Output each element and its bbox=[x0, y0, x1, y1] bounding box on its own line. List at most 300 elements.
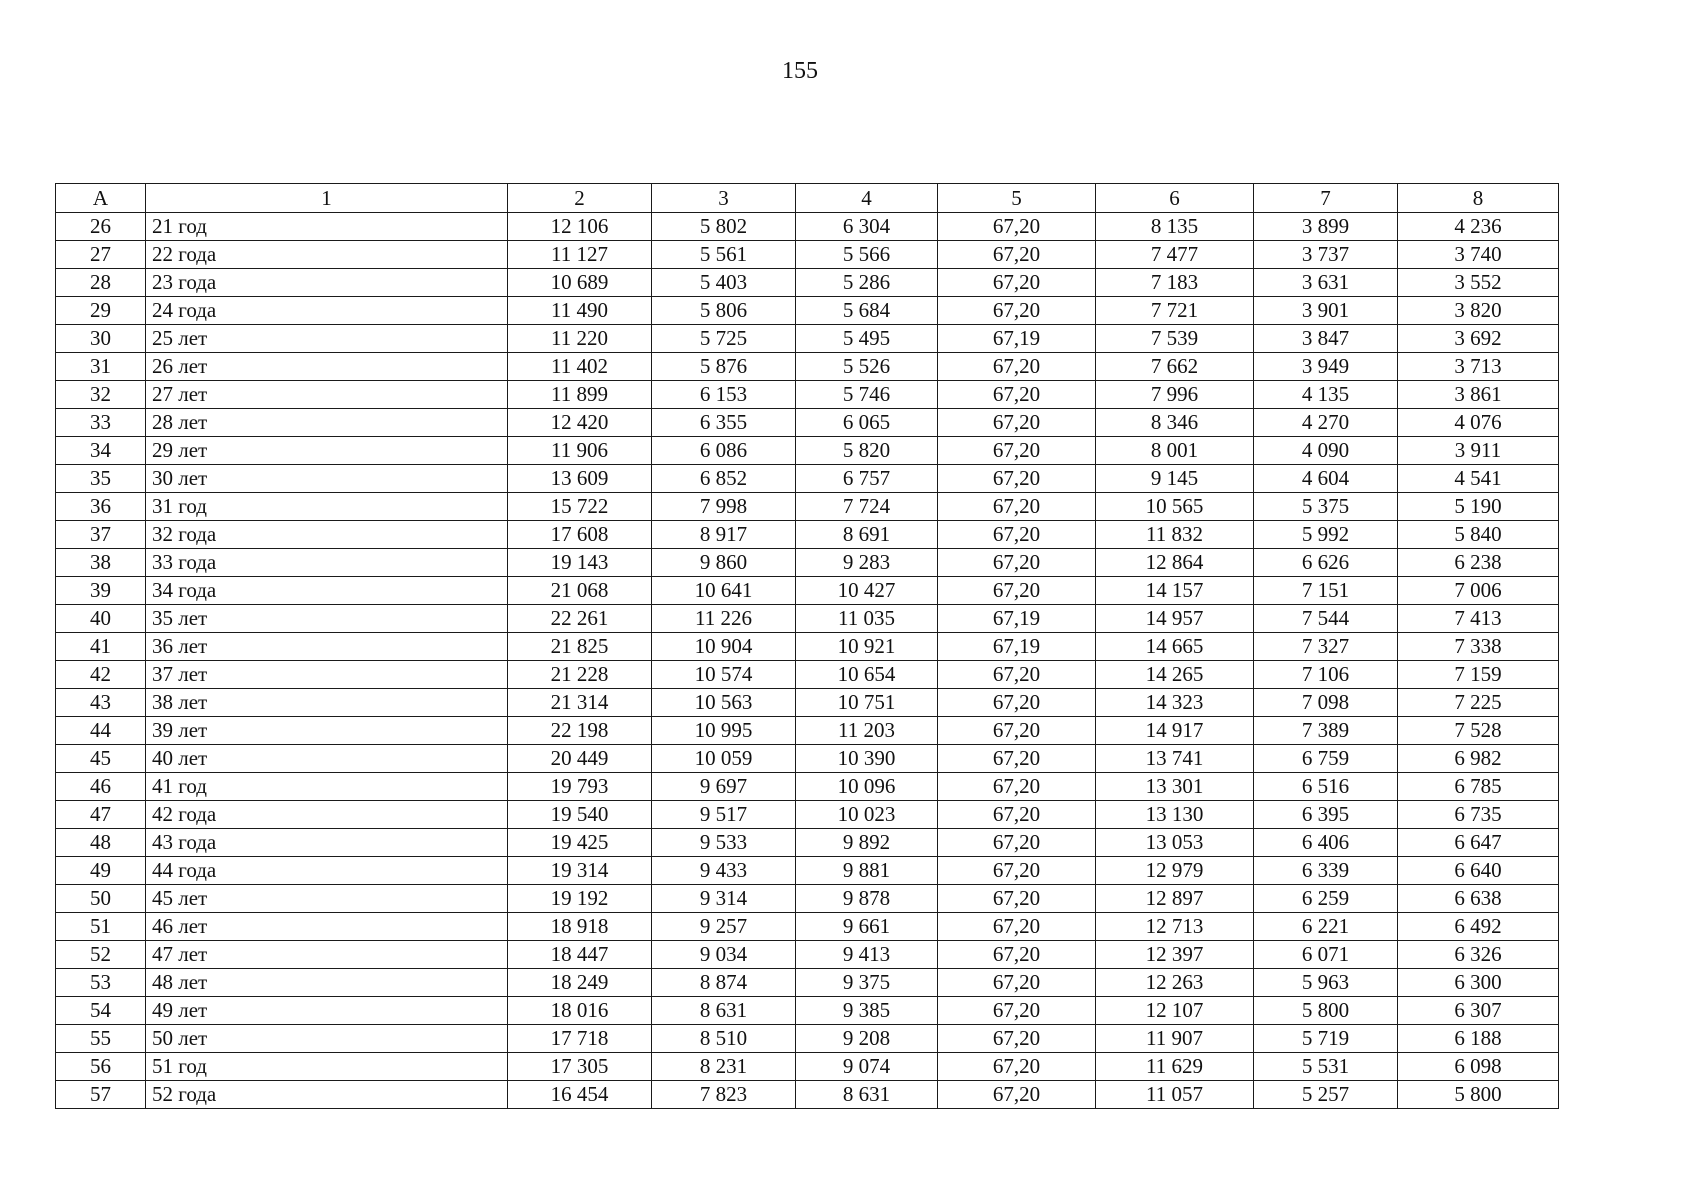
value-cell: 17 305 bbox=[508, 1053, 652, 1081]
value-cell: 7 159 bbox=[1398, 661, 1559, 689]
age-label-cell: 32 года bbox=[146, 521, 508, 549]
value-cell: 7 539 bbox=[1096, 325, 1254, 353]
value-cell: 4 604 bbox=[1254, 465, 1398, 493]
value-cell: 8 917 bbox=[652, 521, 796, 549]
row-number-cell: 51 bbox=[56, 913, 146, 941]
table-header bbox=[56, 184, 1559, 213]
value-cell: 14 323 bbox=[1096, 689, 1254, 717]
value-cell: 7 998 bbox=[652, 493, 796, 521]
row-number-cell: 50 bbox=[56, 885, 146, 913]
value-cell: 3 899 bbox=[1254, 213, 1398, 241]
value-cell: 7 996 bbox=[1096, 381, 1254, 409]
value-cell: 9 034 bbox=[652, 941, 796, 969]
age-label-cell: 43 года bbox=[146, 829, 508, 857]
row-number-cell: 37 bbox=[56, 521, 146, 549]
column-header: 2 bbox=[508, 184, 652, 213]
row-number-cell: 55 bbox=[56, 1025, 146, 1053]
value-cell: 7 721 bbox=[1096, 297, 1254, 325]
value-cell: 6 735 bbox=[1398, 801, 1559, 829]
value-cell: 3 631 bbox=[1254, 269, 1398, 297]
column-header: 5 bbox=[938, 184, 1096, 213]
value-cell: 5 531 bbox=[1254, 1053, 1398, 1081]
value-cell: 67,20 bbox=[938, 241, 1096, 269]
value-cell: 6 326 bbox=[1398, 941, 1559, 969]
age-label-cell: 23 года bbox=[146, 269, 508, 297]
row-number-cell: 46 bbox=[56, 773, 146, 801]
value-cell: 21 068 bbox=[508, 577, 652, 605]
value-cell: 6 355 bbox=[652, 409, 796, 437]
value-cell: 67,20 bbox=[938, 801, 1096, 829]
table-row bbox=[56, 633, 1559, 661]
value-cell: 67,20 bbox=[938, 549, 1096, 577]
value-cell: 67,20 bbox=[938, 213, 1096, 241]
age-label-cell: 48 лет bbox=[146, 969, 508, 997]
value-cell: 6 071 bbox=[1254, 941, 1398, 969]
value-cell: 3 949 bbox=[1254, 353, 1398, 381]
value-cell: 21 314 bbox=[508, 689, 652, 717]
value-cell: 11 906 bbox=[508, 437, 652, 465]
table-body bbox=[56, 213, 1559, 1109]
value-cell: 5 800 bbox=[1254, 997, 1398, 1025]
age-label-cell: 35 лет bbox=[146, 605, 508, 633]
value-cell: 67,20 bbox=[938, 381, 1096, 409]
age-label-cell: 40 лет bbox=[146, 745, 508, 773]
value-cell: 9 860 bbox=[652, 549, 796, 577]
table-row bbox=[56, 941, 1559, 969]
value-cell: 67,20 bbox=[938, 1025, 1096, 1053]
value-cell: 20 449 bbox=[508, 745, 652, 773]
table-row bbox=[56, 661, 1559, 689]
value-cell: 67,20 bbox=[938, 661, 1096, 689]
value-cell: 7 225 bbox=[1398, 689, 1559, 717]
value-cell: 11 220 bbox=[508, 325, 652, 353]
age-label-cell: 28 лет bbox=[146, 409, 508, 437]
value-cell: 4 236 bbox=[1398, 213, 1559, 241]
value-cell: 3 901 bbox=[1254, 297, 1398, 325]
row-number-cell: 32 bbox=[56, 381, 146, 409]
value-cell: 7 098 bbox=[1254, 689, 1398, 717]
value-cell: 14 157 bbox=[1096, 577, 1254, 605]
value-cell: 10 096 bbox=[796, 773, 938, 801]
value-cell: 67,19 bbox=[938, 605, 1096, 633]
row-number-cell: 49 bbox=[56, 857, 146, 885]
value-cell: 19 793 bbox=[508, 773, 652, 801]
value-cell: 9 433 bbox=[652, 857, 796, 885]
value-cell: 67,20 bbox=[938, 353, 1096, 381]
row-number-cell: 48 bbox=[56, 829, 146, 857]
value-cell: 6 188 bbox=[1398, 1025, 1559, 1053]
row-number-cell: 54 bbox=[56, 997, 146, 1025]
value-cell: 9 257 bbox=[652, 913, 796, 941]
row-number-cell: 35 bbox=[56, 465, 146, 493]
row-number-cell: 56 bbox=[56, 1053, 146, 1081]
table-row bbox=[56, 409, 1559, 437]
value-cell: 9 283 bbox=[796, 549, 938, 577]
column-header: 7 bbox=[1254, 184, 1398, 213]
value-cell: 6 065 bbox=[796, 409, 938, 437]
table-row bbox=[56, 577, 1559, 605]
value-cell: 7 823 bbox=[652, 1081, 796, 1109]
value-cell: 67,20 bbox=[938, 493, 1096, 521]
value-cell: 6 647 bbox=[1398, 829, 1559, 857]
page-number: 155 bbox=[782, 58, 818, 84]
value-cell: 21 228 bbox=[508, 661, 652, 689]
value-cell: 67,20 bbox=[938, 465, 1096, 493]
value-cell: 5 963 bbox=[1254, 969, 1398, 997]
table-row bbox=[56, 1025, 1559, 1053]
value-cell: 7 544 bbox=[1254, 605, 1398, 633]
value-cell: 5 746 bbox=[796, 381, 938, 409]
table-row bbox=[56, 913, 1559, 941]
value-cell: 18 447 bbox=[508, 941, 652, 969]
age-label-cell: 50 лет bbox=[146, 1025, 508, 1053]
value-cell: 67,20 bbox=[938, 297, 1096, 325]
table-row bbox=[56, 717, 1559, 745]
value-cell: 67,20 bbox=[938, 969, 1096, 997]
value-cell: 9 892 bbox=[796, 829, 938, 857]
value-cell: 3 713 bbox=[1398, 353, 1559, 381]
value-cell: 3 552 bbox=[1398, 269, 1559, 297]
value-cell: 5 403 bbox=[652, 269, 796, 297]
value-cell: 3 847 bbox=[1254, 325, 1398, 353]
value-cell: 6 640 bbox=[1398, 857, 1559, 885]
age-label-cell: 25 лет bbox=[146, 325, 508, 353]
value-cell: 5 495 bbox=[796, 325, 938, 353]
value-cell: 5 526 bbox=[796, 353, 938, 381]
row-number-cell: 47 bbox=[56, 801, 146, 829]
table-row bbox=[56, 241, 1559, 269]
table-row bbox=[56, 493, 1559, 521]
value-cell: 67,20 bbox=[938, 577, 1096, 605]
value-cell: 7 327 bbox=[1254, 633, 1398, 661]
value-cell: 5 286 bbox=[796, 269, 938, 297]
value-cell: 67,20 bbox=[938, 829, 1096, 857]
table-row bbox=[56, 689, 1559, 717]
table-row bbox=[56, 325, 1559, 353]
row-number-cell: 29 bbox=[56, 297, 146, 325]
value-cell: 6 406 bbox=[1254, 829, 1398, 857]
row-number-cell: 27 bbox=[56, 241, 146, 269]
age-label-cell: 31 год bbox=[146, 493, 508, 521]
row-number-cell: 52 bbox=[56, 941, 146, 969]
row-number-cell: 33 bbox=[56, 409, 146, 437]
row-number-cell: 38 bbox=[56, 549, 146, 577]
value-cell: 67,20 bbox=[938, 773, 1096, 801]
table-row bbox=[56, 521, 1559, 549]
table-row bbox=[56, 549, 1559, 577]
row-number-cell: 57 bbox=[56, 1081, 146, 1109]
data-table bbox=[55, 183, 1559, 1109]
value-cell: 6 492 bbox=[1398, 913, 1559, 941]
age-label-cell: 44 года bbox=[146, 857, 508, 885]
value-cell: 13 301 bbox=[1096, 773, 1254, 801]
value-cell: 13 053 bbox=[1096, 829, 1254, 857]
table-row bbox=[56, 381, 1559, 409]
age-label-cell: 47 лет bbox=[146, 941, 508, 969]
value-cell: 11 035 bbox=[796, 605, 938, 633]
value-cell: 7 724 bbox=[796, 493, 938, 521]
value-cell: 11 629 bbox=[1096, 1053, 1254, 1081]
value-cell: 10 563 bbox=[652, 689, 796, 717]
value-cell: 6 221 bbox=[1254, 913, 1398, 941]
value-cell: 6 785 bbox=[1398, 773, 1559, 801]
row-number-cell: 34 bbox=[56, 437, 146, 465]
value-cell: 8 631 bbox=[652, 997, 796, 1025]
value-cell: 5 561 bbox=[652, 241, 796, 269]
value-cell: 7 389 bbox=[1254, 717, 1398, 745]
value-cell: 14 957 bbox=[1096, 605, 1254, 633]
column-header: 8 bbox=[1398, 184, 1559, 213]
value-cell: 9 208 bbox=[796, 1025, 938, 1053]
value-cell: 14 917 bbox=[1096, 717, 1254, 745]
value-cell: 67,19 bbox=[938, 633, 1096, 661]
value-cell: 6 300 bbox=[1398, 969, 1559, 997]
value-cell: 6 626 bbox=[1254, 549, 1398, 577]
value-cell: 4 135 bbox=[1254, 381, 1398, 409]
age-label-cell: 52 года bbox=[146, 1081, 508, 1109]
value-cell: 8 001 bbox=[1096, 437, 1254, 465]
age-label-cell: 49 лет bbox=[146, 997, 508, 1025]
value-cell: 9 314 bbox=[652, 885, 796, 913]
value-cell: 67,20 bbox=[938, 689, 1096, 717]
value-cell: 11 226 bbox=[652, 605, 796, 633]
value-cell: 5 375 bbox=[1254, 493, 1398, 521]
value-cell: 9 413 bbox=[796, 941, 938, 969]
age-label-cell: 24 года bbox=[146, 297, 508, 325]
value-cell: 22 198 bbox=[508, 717, 652, 745]
row-number-cell: 40 bbox=[56, 605, 146, 633]
value-cell: 6 852 bbox=[652, 465, 796, 493]
value-cell: 17 718 bbox=[508, 1025, 652, 1053]
value-cell: 9 878 bbox=[796, 885, 938, 913]
row-number-cell: 31 bbox=[56, 353, 146, 381]
value-cell: 67,20 bbox=[938, 409, 1096, 437]
value-cell: 16 454 bbox=[508, 1081, 652, 1109]
column-header: А bbox=[56, 184, 146, 213]
value-cell: 22 261 bbox=[508, 605, 652, 633]
table-row bbox=[56, 605, 1559, 633]
table-row bbox=[56, 437, 1559, 465]
value-cell: 8 874 bbox=[652, 969, 796, 997]
table-row bbox=[56, 465, 1559, 493]
value-cell: 6 395 bbox=[1254, 801, 1398, 829]
value-cell: 7 662 bbox=[1096, 353, 1254, 381]
value-cell: 5 820 bbox=[796, 437, 938, 465]
value-cell: 67,20 bbox=[938, 521, 1096, 549]
value-cell: 12 107 bbox=[1096, 997, 1254, 1025]
value-cell: 9 881 bbox=[796, 857, 938, 885]
age-label-cell: 30 лет bbox=[146, 465, 508, 493]
value-cell: 12 864 bbox=[1096, 549, 1254, 577]
row-number-cell: 53 bbox=[56, 969, 146, 997]
row-number-cell: 36 bbox=[56, 493, 146, 521]
value-cell: 18 918 bbox=[508, 913, 652, 941]
value-cell: 6 153 bbox=[652, 381, 796, 409]
value-cell: 8 631 bbox=[796, 1081, 938, 1109]
age-label-cell: 26 лет bbox=[146, 353, 508, 381]
row-number-cell: 44 bbox=[56, 717, 146, 745]
age-label-cell: 34 года bbox=[146, 577, 508, 605]
table-row bbox=[56, 269, 1559, 297]
value-cell: 3 740 bbox=[1398, 241, 1559, 269]
value-cell: 10 654 bbox=[796, 661, 938, 689]
value-cell: 11 127 bbox=[508, 241, 652, 269]
value-cell: 10 023 bbox=[796, 801, 938, 829]
value-cell: 5 806 bbox=[652, 297, 796, 325]
column-header: 1 bbox=[146, 184, 508, 213]
value-cell: 67,20 bbox=[938, 885, 1096, 913]
value-cell: 67,20 bbox=[938, 913, 1096, 941]
header-row bbox=[56, 184, 1559, 213]
value-cell: 5 566 bbox=[796, 241, 938, 269]
value-cell: 5 190 bbox=[1398, 493, 1559, 521]
table-row bbox=[56, 969, 1559, 997]
row-number-cell: 26 bbox=[56, 213, 146, 241]
value-cell: 11 907 bbox=[1096, 1025, 1254, 1053]
value-cell: 10 995 bbox=[652, 717, 796, 745]
value-cell: 7 413 bbox=[1398, 605, 1559, 633]
value-cell: 5 725 bbox=[652, 325, 796, 353]
value-cell: 13 609 bbox=[508, 465, 652, 493]
value-cell: 11 203 bbox=[796, 717, 938, 745]
value-cell: 9 375 bbox=[796, 969, 938, 997]
value-cell: 10 751 bbox=[796, 689, 938, 717]
value-cell: 19 425 bbox=[508, 829, 652, 857]
age-label-cell: 21 год bbox=[146, 213, 508, 241]
value-cell: 10 574 bbox=[652, 661, 796, 689]
row-number-cell: 41 bbox=[56, 633, 146, 661]
value-cell: 11 490 bbox=[508, 297, 652, 325]
value-cell: 5 840 bbox=[1398, 521, 1559, 549]
age-label-cell: 36 лет bbox=[146, 633, 508, 661]
table-row bbox=[56, 829, 1559, 857]
row-number-cell: 43 bbox=[56, 689, 146, 717]
age-label-cell: 22 года bbox=[146, 241, 508, 269]
age-label-cell: 29 лет bbox=[146, 437, 508, 465]
age-label-cell: 42 года bbox=[146, 801, 508, 829]
value-cell: 6 086 bbox=[652, 437, 796, 465]
table-row bbox=[56, 1053, 1559, 1081]
value-cell: 8 691 bbox=[796, 521, 938, 549]
row-number-cell: 39 bbox=[56, 577, 146, 605]
table-row bbox=[56, 745, 1559, 773]
value-cell: 10 565 bbox=[1096, 493, 1254, 521]
value-cell: 12 420 bbox=[508, 409, 652, 437]
value-cell: 12 897 bbox=[1096, 885, 1254, 913]
value-cell: 11 057 bbox=[1096, 1081, 1254, 1109]
value-cell: 9 533 bbox=[652, 829, 796, 857]
row-number-cell: 30 bbox=[56, 325, 146, 353]
value-cell: 3 820 bbox=[1398, 297, 1559, 325]
table-row bbox=[56, 801, 1559, 829]
table-row bbox=[56, 297, 1559, 325]
value-cell: 3 737 bbox=[1254, 241, 1398, 269]
value-cell: 12 397 bbox=[1096, 941, 1254, 969]
value-cell: 11 899 bbox=[508, 381, 652, 409]
value-cell: 6 638 bbox=[1398, 885, 1559, 913]
value-cell: 13 741 bbox=[1096, 745, 1254, 773]
row-number-cell: 45 bbox=[56, 745, 146, 773]
value-cell: 15 722 bbox=[508, 493, 652, 521]
column-header: 4 bbox=[796, 184, 938, 213]
value-cell: 12 263 bbox=[1096, 969, 1254, 997]
value-cell: 10 641 bbox=[652, 577, 796, 605]
value-cell: 4 270 bbox=[1254, 409, 1398, 437]
age-label-cell: 33 года bbox=[146, 549, 508, 577]
value-cell: 7 477 bbox=[1096, 241, 1254, 269]
value-cell: 7 151 bbox=[1254, 577, 1398, 605]
age-label-cell: 45 лет bbox=[146, 885, 508, 913]
value-cell: 8 231 bbox=[652, 1053, 796, 1081]
row-number-cell: 42 bbox=[56, 661, 146, 689]
value-cell: 21 825 bbox=[508, 633, 652, 661]
value-cell: 12 713 bbox=[1096, 913, 1254, 941]
table-row bbox=[56, 1081, 1559, 1109]
age-label-cell: 37 лет bbox=[146, 661, 508, 689]
value-cell: 14 665 bbox=[1096, 633, 1254, 661]
value-cell: 14 265 bbox=[1096, 661, 1254, 689]
value-cell: 19 143 bbox=[508, 549, 652, 577]
value-cell: 10 921 bbox=[796, 633, 938, 661]
value-cell: 5 719 bbox=[1254, 1025, 1398, 1053]
value-cell: 8 346 bbox=[1096, 409, 1254, 437]
value-cell: 5 876 bbox=[652, 353, 796, 381]
value-cell: 19 540 bbox=[508, 801, 652, 829]
value-cell: 67,20 bbox=[938, 1081, 1096, 1109]
value-cell: 4 076 bbox=[1398, 409, 1559, 437]
value-cell: 3 861 bbox=[1398, 381, 1559, 409]
value-cell: 6 757 bbox=[796, 465, 938, 493]
value-cell: 6 339 bbox=[1254, 857, 1398, 885]
value-cell: 10 390 bbox=[796, 745, 938, 773]
age-label-cell: 41 год bbox=[146, 773, 508, 801]
value-cell: 67,20 bbox=[938, 437, 1096, 465]
table-row bbox=[56, 997, 1559, 1025]
value-cell: 5 684 bbox=[796, 297, 938, 325]
value-cell: 9 697 bbox=[652, 773, 796, 801]
age-label-cell: 38 лет bbox=[146, 689, 508, 717]
value-cell: 9 074 bbox=[796, 1053, 938, 1081]
value-cell: 10 059 bbox=[652, 745, 796, 773]
row-number-cell: 28 bbox=[56, 269, 146, 297]
age-label-cell: 46 лет bbox=[146, 913, 508, 941]
age-label-cell: 27 лет bbox=[146, 381, 508, 409]
value-cell: 6 982 bbox=[1398, 745, 1559, 773]
age-label-cell: 51 год bbox=[146, 1053, 508, 1081]
value-cell: 6 238 bbox=[1398, 549, 1559, 577]
value-cell: 7 183 bbox=[1096, 269, 1254, 297]
value-cell: 7 006 bbox=[1398, 577, 1559, 605]
value-cell: 12 979 bbox=[1096, 857, 1254, 885]
value-cell: 67,20 bbox=[938, 857, 1096, 885]
value-cell: 6 516 bbox=[1254, 773, 1398, 801]
value-cell: 10 427 bbox=[796, 577, 938, 605]
value-cell: 6 759 bbox=[1254, 745, 1398, 773]
value-cell: 5 992 bbox=[1254, 521, 1398, 549]
value-cell: 9 145 bbox=[1096, 465, 1254, 493]
value-cell: 5 800 bbox=[1398, 1081, 1559, 1109]
value-cell: 67,20 bbox=[938, 1053, 1096, 1081]
value-cell: 67,20 bbox=[938, 745, 1096, 773]
value-cell: 10 904 bbox=[652, 633, 796, 661]
value-cell: 18 249 bbox=[508, 969, 652, 997]
column-header: 6 bbox=[1096, 184, 1254, 213]
table-row bbox=[56, 213, 1559, 241]
value-cell: 6 304 bbox=[796, 213, 938, 241]
value-cell: 10 689 bbox=[508, 269, 652, 297]
value-cell: 19 314 bbox=[508, 857, 652, 885]
value-cell: 67,20 bbox=[938, 269, 1096, 297]
